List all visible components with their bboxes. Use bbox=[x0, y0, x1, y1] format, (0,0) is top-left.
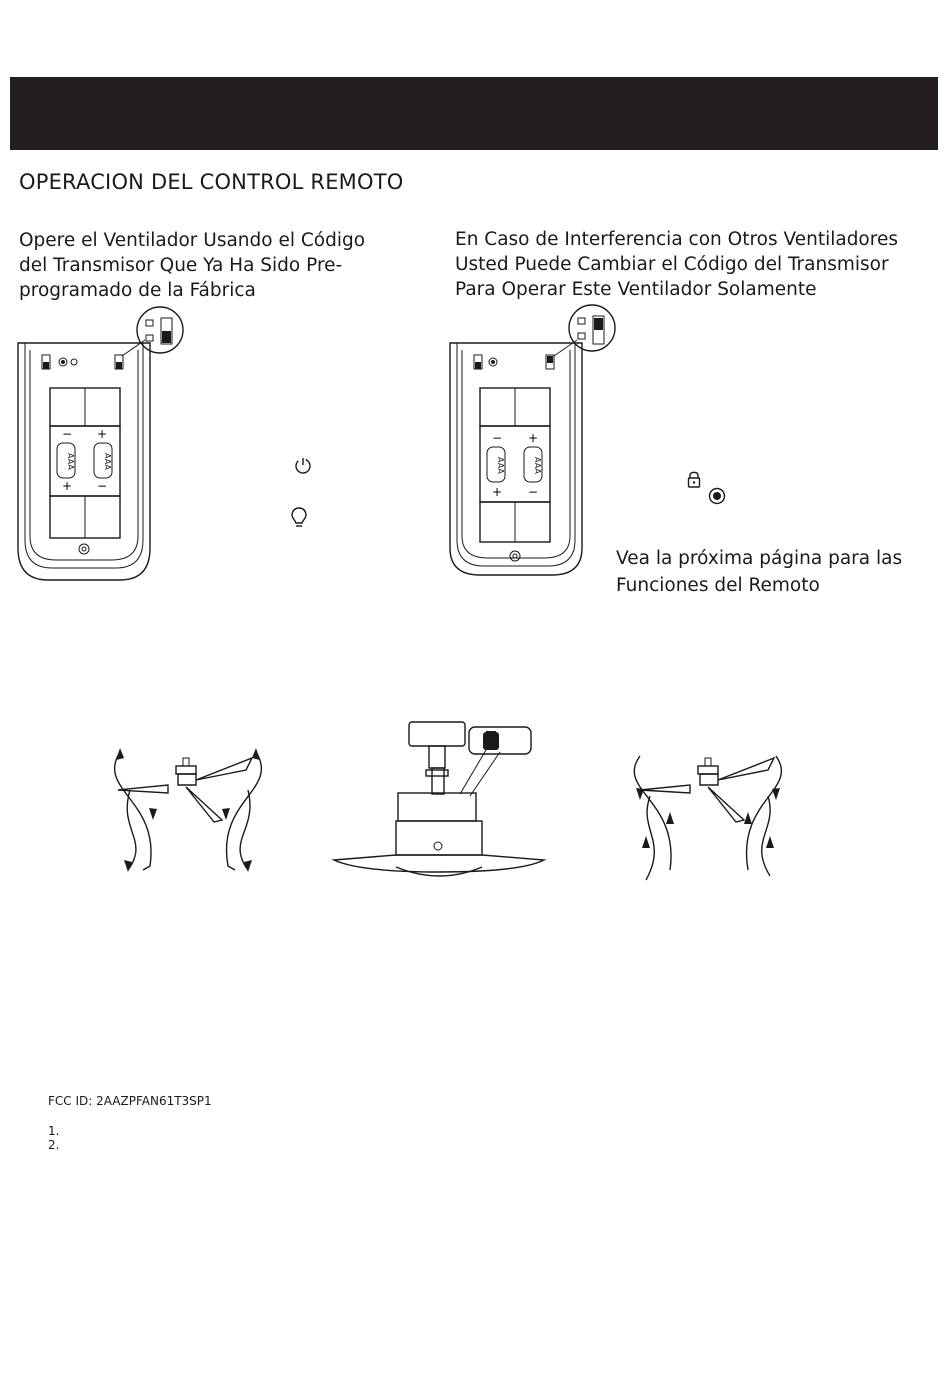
right-heading-line-2: Usted Puede Cambiar el Código del Transmisor bbox=[455, 254, 889, 275]
battery-label-3: AAA bbox=[496, 456, 505, 474]
battery-label-1: AAA bbox=[66, 452, 75, 470]
numbered-item-1: 1. bbox=[48, 1124, 60, 1138]
left-heading-line-3: programado de la Fábrica bbox=[19, 280, 256, 301]
svg-text:+: + bbox=[492, 485, 503, 499]
battery-label-4: AAA bbox=[533, 456, 542, 474]
right-heading-line-3: Para Operar Este Ventilador Solamente bbox=[455, 279, 817, 300]
svg-text:−: − bbox=[492, 431, 503, 445]
fcc-id: FCC ID: 2AAZPFAN61T3SP1 bbox=[48, 1094, 212, 1108]
svg-text:+: + bbox=[62, 479, 73, 493]
battery-label-2: AAA bbox=[103, 452, 112, 470]
svg-text:−: − bbox=[97, 479, 108, 493]
see-next-line-2: Funciones del Remoto bbox=[616, 575, 820, 596]
see-next-line-1: Vea la próxima página para las bbox=[616, 548, 903, 569]
svg-text:−: − bbox=[528, 485, 539, 499]
right-heading-line-1: En Caso de Interferencia con Otros Ventiladores bbox=[455, 229, 898, 250]
left-heading-line-1: Opere el Ventilador Usando el Código bbox=[19, 230, 366, 251]
section-title: OPERACION DEL CONTROL REMOTO bbox=[19, 170, 404, 194]
svg-text:−: − bbox=[62, 427, 73, 441]
left-heading-line-2: del Transmisor Que Ya Ha Sido Pre- bbox=[19, 255, 343, 276]
svg-text:+: + bbox=[528, 431, 539, 445]
numbered-item-2: 2. bbox=[48, 1138, 60, 1152]
svg-text:+: + bbox=[97, 427, 108, 441]
